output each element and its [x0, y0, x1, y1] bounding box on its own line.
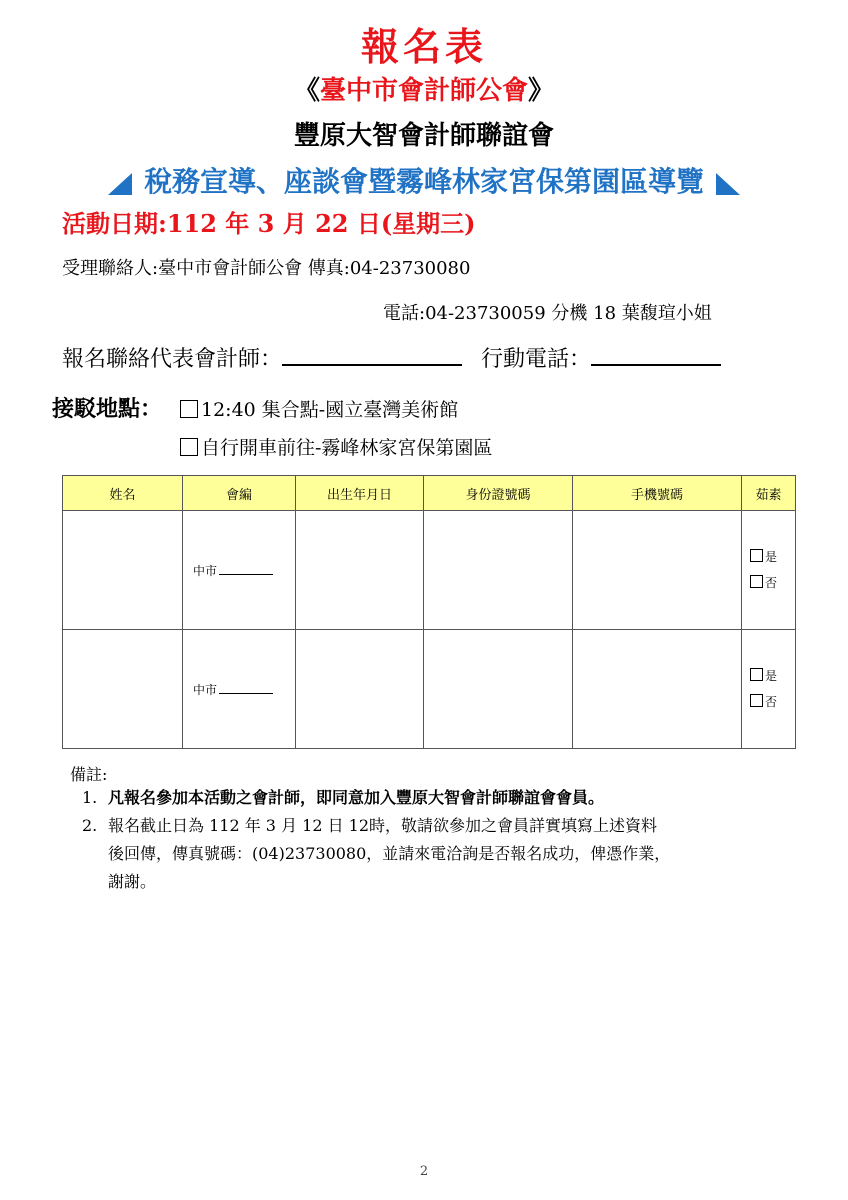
page-number: 2	[419, 1164, 429, 1179]
note-1-text: 凡報名參加本活動之會計師，即同意加入豐原大智會計師聯誼會會員。	[108, 788, 605, 807]
col-vegetarian: 茹素	[742, 476, 796, 511]
representative-label: 報名聯絡代表會計師：	[62, 347, 283, 372]
id-number-cell[interactable]	[424, 511, 573, 630]
triangle-right-icon	[716, 173, 740, 195]
checkbox-shuttle-museum[interactable]	[180, 400, 198, 418]
mobile-field[interactable]	[591, 346, 721, 366]
note-1	[82, 784, 604, 812]
mobile-cell[interactable]	[573, 630, 742, 749]
checkbox-veg-no[interactable]	[750, 575, 763, 588]
form-title: 報名表	[360, 24, 487, 69]
note-2-number: 2.	[82, 816, 98, 835]
mobile-label: 行動電話：	[481, 347, 592, 372]
veg-yes-option	[750, 544, 795, 570]
event-title	[0, 160, 848, 200]
table-header-row	[63, 476, 796, 511]
note-2-text-3: 謝謝。	[108, 872, 157, 891]
vegetarian-cell	[742, 511, 796, 630]
contact-phone: 電話:04-23730059 分機 18 葉馥瑄小姐	[383, 303, 712, 324]
association-name: 豐原大智會計師聯誼會	[293, 121, 554, 151]
note-2-text-1: 報名截止日為 112 年 3 月 12 日 12時，敬請欲參加之會員詳實填寫上述資料	[108, 816, 658, 835]
member-id-line	[219, 574, 273, 575]
veg-yes-option	[750, 663, 795, 689]
table-row	[63, 511, 796, 630]
note-2-line-1	[82, 812, 792, 840]
member-prefix: 中市	[193, 563, 218, 578]
id-number-cell[interactable]	[424, 630, 573, 749]
col-member-id: 會編	[183, 476, 296, 511]
shuttle-option-museum-label: 12:40 集合點-國立臺灣美術館	[201, 399, 459, 421]
shuttle-option-museum	[180, 395, 458, 422]
event-date: 活動日期:112 年 3 月 22 日(星期三)	[62, 209, 476, 238]
bracket-close: 》	[528, 76, 555, 106]
member-prefix: 中市	[193, 682, 218, 697]
member-id-cell[interactable]	[183, 630, 296, 749]
table-row	[63, 630, 796, 749]
note-2-text-2: 後回傳，傳真號碼：(04)23730080，並請來電洽詢是否報名成功，俾憑作業，	[108, 844, 671, 863]
col-birthdate: 出生年月日	[296, 476, 424, 511]
veg-yes-label: 是	[765, 550, 778, 564]
triangle-left-icon	[108, 173, 132, 195]
checkbox-veg-no[interactable]	[750, 694, 763, 707]
veg-no-option	[750, 689, 795, 715]
registration-table	[62, 475, 796, 749]
col-name: 姓名	[63, 476, 183, 511]
birthdate-cell[interactable]	[296, 511, 424, 630]
name-cell[interactable]	[63, 511, 183, 630]
representative-row	[62, 342, 721, 373]
member-id-cell[interactable]	[183, 511, 296, 630]
vegetarian-cell	[742, 630, 796, 749]
name-cell[interactable]	[63, 630, 183, 749]
checkbox-veg-yes[interactable]	[750, 668, 763, 681]
shuttle-label: 接駁地點：	[52, 396, 163, 422]
contact-person-fax: 受理聯絡人:臺中市會計師公會 傳真:04-23730080	[62, 258, 471, 279]
event-title-text: 稅務宣導、座談會暨霧峰林家宮保第園區導覽	[143, 165, 704, 198]
checkbox-veg-yes[interactable]	[750, 549, 763, 562]
bracket-open: 《	[293, 76, 320, 106]
checkbox-shuttle-drive[interactable]	[180, 438, 198, 456]
col-mobile: 手機號碼	[573, 476, 742, 511]
veg-yes-label: 是	[765, 669, 778, 683]
shuttle-option-drive-label: 自行開車前往-霧峰林家宮保第園區	[201, 437, 493, 459]
organizer-subtitle	[0, 70, 848, 107]
note-1-number: 1.	[82, 788, 98, 807]
veg-no-label: 否	[765, 576, 778, 590]
organizer-name: 臺中市會計師公會	[319, 76, 528, 106]
birthdate-cell[interactable]	[296, 630, 424, 749]
mobile-cell[interactable]	[573, 511, 742, 630]
shuttle-option-drive	[180, 433, 492, 460]
veg-no-option	[750, 570, 795, 596]
representative-field[interactable]	[282, 346, 462, 366]
notes-heading: 備註:	[70, 765, 108, 784]
col-id-number: 身份證號碼	[424, 476, 573, 511]
veg-no-label: 否	[765, 695, 778, 709]
member-id-line	[219, 693, 273, 694]
note-2	[82, 812, 792, 896]
